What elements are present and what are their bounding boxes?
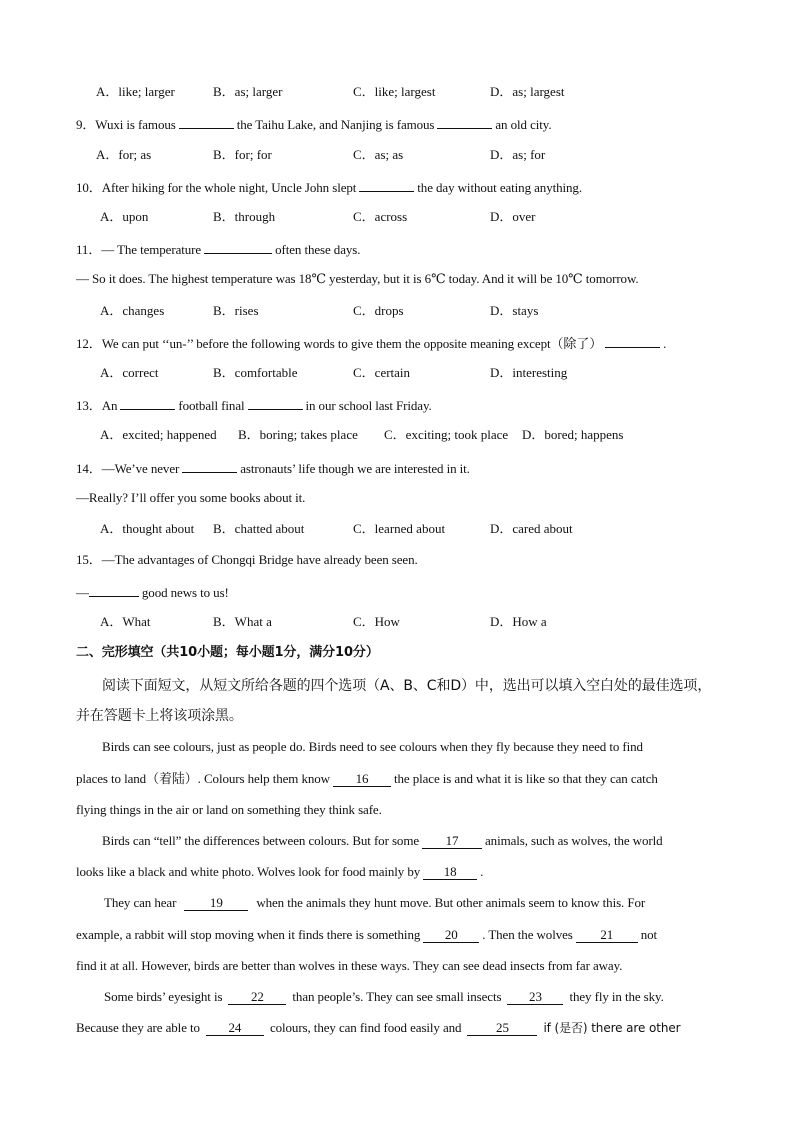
q11-text-b: often these days.	[275, 242, 361, 257]
q8-option-c: C．like; largest	[353, 84, 436, 99]
passage-text: looks like a black and white photo. Wolves look for food mainly by	[76, 864, 421, 879]
blank-24: 24	[206, 1021, 264, 1036]
q15-option-c: C．How	[353, 614, 400, 629]
passage-line: find it at all. However, birds are better than wolves in these ways. They can see dead insects from far away.	[76, 958, 623, 973]
q13-option-d: D．bored; happens	[522, 427, 624, 442]
blank-19: 19	[184, 896, 248, 911]
blank-20: 20	[423, 928, 479, 943]
q9-text-c: an old city.	[495, 117, 552, 132]
section-instructions-line-2: 并在答题卡上将该项涂黑。	[76, 708, 243, 724]
passage-line: Birds can see colours, just as people do. Birds need to see colours when they fly because they need to find	[102, 739, 643, 754]
q14-option-c: C．learned about	[353, 521, 446, 536]
passage-line	[76, 1020, 680, 1036]
q9-option-b: B．for; for	[213, 147, 272, 162]
q11-option-b: B．rises	[213, 303, 259, 318]
q10-option-d: D．over	[490, 209, 536, 224]
passage-line	[102, 833, 663, 849]
q14-text-b: astronauts’ life though we are interested in it.	[240, 461, 470, 476]
q9-text-a: 9．Wuxi is famous	[76, 117, 176, 132]
answer-blank	[204, 240, 272, 254]
passage-text: when the animals they hunt move. But other animals seem to know this. For	[256, 895, 646, 910]
q11-reply: — So it does. The highest temperature was 18℃ yesterday, but it is 6℃ today. And it will be 10℃ tomorrow.	[76, 271, 639, 286]
q8-option-a: A．like; larger	[96, 84, 175, 99]
question-12	[76, 334, 666, 352]
q13-text-c: in our school last Friday.	[305, 398, 432, 413]
passage-text: They can hear	[104, 895, 177, 910]
passage-line	[76, 771, 658, 787]
q9-option-c: C．as; as	[353, 147, 404, 162]
q12-option-b: B．comfortable	[213, 365, 298, 380]
q13-option-b: B．boring; takes place	[238, 427, 358, 442]
q15-option-d: D．How a	[490, 614, 547, 629]
q15-option-b: B．What a	[213, 614, 272, 629]
q13-text-b: football final	[178, 398, 245, 413]
answer-blank	[359, 178, 414, 192]
passage-text: than people’s. They can see small insects	[292, 989, 502, 1004]
passage-text: Some birds’ eyesight is	[104, 989, 223, 1004]
passage-text: .	[480, 864, 484, 879]
q11-option-d: D．stays	[490, 303, 539, 318]
passage-text: animals, such as wolves, the world	[485, 833, 663, 848]
q13-option-c: C．exciting; took place	[384, 427, 509, 442]
passage-line	[104, 895, 645, 911]
passage-text: not	[640, 927, 658, 942]
blank-23: 23	[507, 990, 563, 1005]
passage-text: if (是否) there are other	[543, 1021, 681, 1035]
q14-option-d: D．cared about	[490, 521, 573, 536]
q12-text-a: 12．We can put ‘‘un-’’ before the following words to give them the opposite meaning except（除了）	[76, 336, 603, 351]
passage-text: . Then the wolves	[482, 927, 573, 942]
q8-option-d: D．as; largest	[490, 84, 565, 99]
answer-blank	[605, 334, 660, 348]
passage-text: the place is and what it is like so that they can catch	[393, 771, 658, 786]
q14-text-a: 14．—We’ve never	[76, 461, 180, 476]
passage-text: Birds can “tell” the differences between colours. But for some	[102, 833, 420, 848]
blank-18: 18	[423, 865, 477, 880]
answer-blank	[120, 396, 175, 410]
q12-option-d: D．interesting	[490, 365, 568, 380]
passage-text: example, a rabbit will stop moving when it finds there is something	[76, 927, 421, 942]
section-heading: 二、完形填空（共10小题；每小题1分，满分10分）	[76, 645, 379, 660]
question-9	[76, 115, 551, 133]
question-14	[76, 459, 470, 477]
q13-text-a: 13．An	[76, 398, 118, 413]
q14-option-a: A．thought about	[100, 521, 195, 536]
q10-text-b: the day without eating anything.	[417, 180, 582, 195]
q10-option-c: C．across	[353, 209, 408, 224]
answer-blank	[248, 396, 303, 410]
question-15: 15．—The advantages of Chongqi Bridge have already been seen.	[76, 552, 418, 567]
q10-option-b: B．through	[213, 209, 276, 224]
passage-line	[76, 927, 657, 943]
q9-option-a: A．for; as	[96, 147, 152, 162]
q12-option-c: C．certain	[353, 365, 411, 380]
answer-blank	[182, 459, 237, 473]
blank-21: 21	[576, 928, 638, 943]
q15-option-a: A．What	[100, 614, 151, 629]
question-13	[76, 396, 432, 414]
passage-line: flying things in the air or land on something they think safe.	[76, 802, 382, 817]
passage-text: Because they are able to	[76, 1020, 200, 1035]
question-10	[76, 178, 582, 196]
passage-text: colours, they can find food easily and	[269, 1020, 462, 1035]
q8-option-b: B．as; larger	[213, 84, 283, 99]
passage-text: places to land（着陆）. Colours help them know	[76, 771, 330, 786]
blank-16: 16	[333, 772, 391, 787]
q10-text-a: 10．After hiking for the whole night, Uncle John slept	[76, 180, 357, 195]
q14-option-b: B．chatted about	[213, 521, 305, 536]
q14-reply: —Really? I’ll offer you some books about it.	[76, 490, 306, 505]
blank-17: 17	[422, 834, 482, 849]
q12-text-b: .	[663, 336, 667, 351]
answer-blank	[437, 115, 492, 129]
q13-option-a: A．excited; happened	[100, 427, 217, 442]
q11-option-a: A．changes	[100, 303, 165, 318]
passage-line	[76, 864, 483, 880]
question-11	[76, 240, 360, 258]
q11-text-a: 11．— The temperature	[76, 242, 202, 257]
blank-25: 25	[467, 1021, 537, 1036]
blank-22: 22	[228, 990, 286, 1005]
q15-text-b: good news to us!	[141, 585, 229, 600]
answer-blank	[179, 115, 234, 129]
answer-blank	[89, 583, 139, 597]
q12-option-a: A．correct	[100, 365, 159, 380]
section-instructions-line-1: 阅读下面短文，从短文所给各题的四个选项（A、B、C和D）中，选出可以填入空白处的最佳选项，	[102, 678, 712, 694]
passage-text: they fly in the sky.	[569, 989, 664, 1004]
q9-option-d: D．as; for	[490, 147, 546, 162]
passage-line	[104, 989, 664, 1005]
q11-option-c: C．drops	[353, 303, 404, 318]
q10-option-a: A．upon	[100, 209, 149, 224]
q9-text-b: the Taihu Lake, and Nanjing is famous	[236, 117, 435, 132]
q15-reply: — good news to us!	[76, 585, 229, 600]
